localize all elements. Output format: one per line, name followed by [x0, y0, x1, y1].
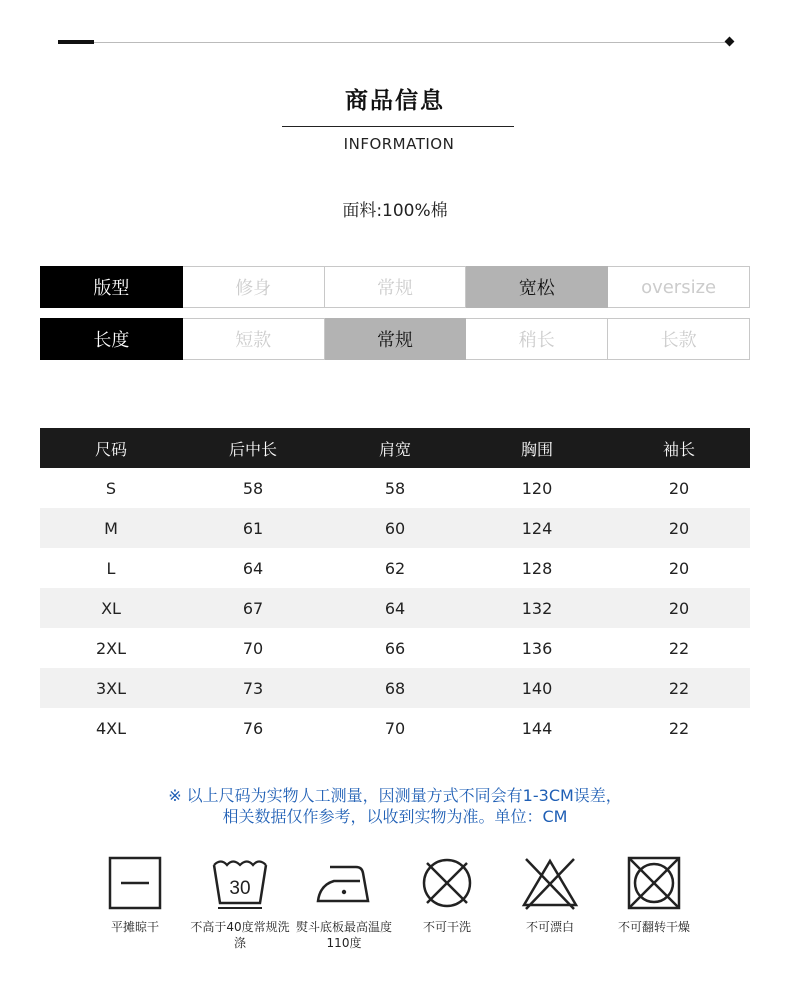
- cell-shoulder: 62: [384, 558, 406, 578]
- size-table-body: [40, 468, 750, 748]
- care-label: 平摊晾干: [110, 920, 159, 934]
- cell-shoulder: 66: [384, 638, 406, 658]
- cell-back-length: 58: [242, 478, 264, 498]
- length-option-regular: 常规: [325, 318, 467, 360]
- length-option-short: 短款: [183, 318, 325, 360]
- cell-sleeve: 22: [668, 638, 690, 658]
- header-back-length: 后中长: [228, 439, 277, 459]
- table-row: [40, 468, 750, 508]
- cell-shoulder: 70: [384, 718, 406, 738]
- page-subtitle: INFORMATION: [343, 135, 455, 153]
- cell-back-length: 70: [242, 638, 264, 658]
- care-item-no-bleach: [500, 855, 600, 935]
- cell-size: 2XL: [95, 638, 127, 658]
- fit-row: [40, 266, 750, 308]
- table-row: [40, 668, 750, 708]
- header-sleeve: 袖长: [662, 439, 695, 459]
- fit-option-slim: 修身: [183, 266, 325, 308]
- measurement-note-line2: 相关数据仅作参考，以收到实物为准。单位：CM: [222, 807, 568, 826]
- table-row: [40, 708, 750, 748]
- top-divider-bar: [58, 40, 94, 44]
- cell-chest: 144: [521, 718, 553, 738]
- fit-option-regular: 常规: [325, 266, 467, 308]
- care-label: 不高于40度常规洗涤: [190, 920, 290, 950]
- measurement-note-line1: ※ 以上尺码为实物人工测量，因测量方式不同会有1-3CM误差，: [168, 786, 622, 805]
- cell-chest: 136: [521, 638, 553, 658]
- no-bleach-icon: [520, 855, 580, 911]
- title-underline: [282, 126, 514, 127]
- cell-chest: 128: [521, 558, 553, 578]
- cell-back-length: 73: [242, 678, 264, 698]
- cell-shoulder: 64: [384, 598, 406, 618]
- cell-size: S: [105, 478, 117, 498]
- cell-size: L: [106, 558, 116, 578]
- no-dry-clean-icon: [419, 855, 475, 911]
- length-option-long: 长款: [608, 318, 750, 360]
- no-tumble-dry-icon: [626, 855, 682, 911]
- cell-back-length: 67: [242, 598, 264, 618]
- care-item-dry-flat: [85, 855, 185, 935]
- length-row: [40, 318, 750, 360]
- table-row: [40, 588, 750, 628]
- header-shoulder: 肩宽: [378, 439, 411, 459]
- cell-sleeve: 20: [668, 518, 690, 538]
- cell-chest: 120: [521, 478, 553, 498]
- cell-chest: 124: [521, 518, 553, 538]
- cell-shoulder: 68: [384, 678, 406, 698]
- size-table: [40, 428, 750, 748]
- iron-icon: [312, 855, 376, 911]
- size-table-header: [40, 428, 750, 468]
- fabric-info: 面料:100%棉: [342, 201, 448, 221]
- care-item-no-tumble-dry: [604, 855, 704, 935]
- fit-option-loose: 宽松: [466, 266, 608, 308]
- cell-back-length: 61: [242, 518, 264, 538]
- length-option-slightly-long: 稍长: [466, 318, 608, 360]
- diamond-icon: [725, 37, 735, 47]
- cell-sleeve: 22: [668, 678, 690, 698]
- cell-chest: 140: [521, 678, 553, 698]
- page-title: 商品信息: [345, 88, 445, 114]
- care-label: 不可翻转干燥: [617, 920, 690, 934]
- table-row: [40, 548, 750, 588]
- cell-sleeve: 22: [668, 718, 690, 738]
- care-label: 熨斗底板最高温度110度: [295, 920, 392, 950]
- care-label: 不可干洗: [422, 920, 471, 934]
- dry-flat-icon: [107, 855, 163, 911]
- cell-back-length: 76: [242, 718, 264, 738]
- cell-size: XL: [101, 598, 121, 618]
- care-item-iron: [294, 855, 394, 951]
- length-label: 长度: [40, 318, 183, 360]
- cell-sleeve: 20: [668, 558, 690, 578]
- cell-back-length: 64: [242, 558, 264, 578]
- header-chest: 胸围: [520, 439, 553, 459]
- fit-option-oversize: oversize: [608, 266, 750, 308]
- cell-sleeve: 20: [668, 478, 690, 498]
- header-size: 尺码: [94, 439, 127, 459]
- care-item-wash: [190, 855, 290, 951]
- cell-size: 3XL: [95, 678, 127, 698]
- cell-chest: 132: [521, 598, 553, 618]
- wash-temperature: 30: [229, 878, 251, 899]
- cell-shoulder: 60: [384, 518, 406, 538]
- table-row: [40, 628, 750, 668]
- wash-30-icon: [210, 855, 270, 911]
- cell-size: 4XL: [95, 718, 127, 738]
- care-label: 不可漂白: [525, 920, 574, 934]
- cell-size: M: [104, 518, 118, 538]
- fit-label: 版型: [40, 266, 183, 308]
- cell-sleeve: 20: [668, 598, 690, 618]
- top-divider-line: [58, 42, 730, 43]
- cell-shoulder: 58: [384, 478, 406, 498]
- care-item-no-dry-clean: [397, 855, 497, 935]
- table-row: [40, 508, 750, 548]
